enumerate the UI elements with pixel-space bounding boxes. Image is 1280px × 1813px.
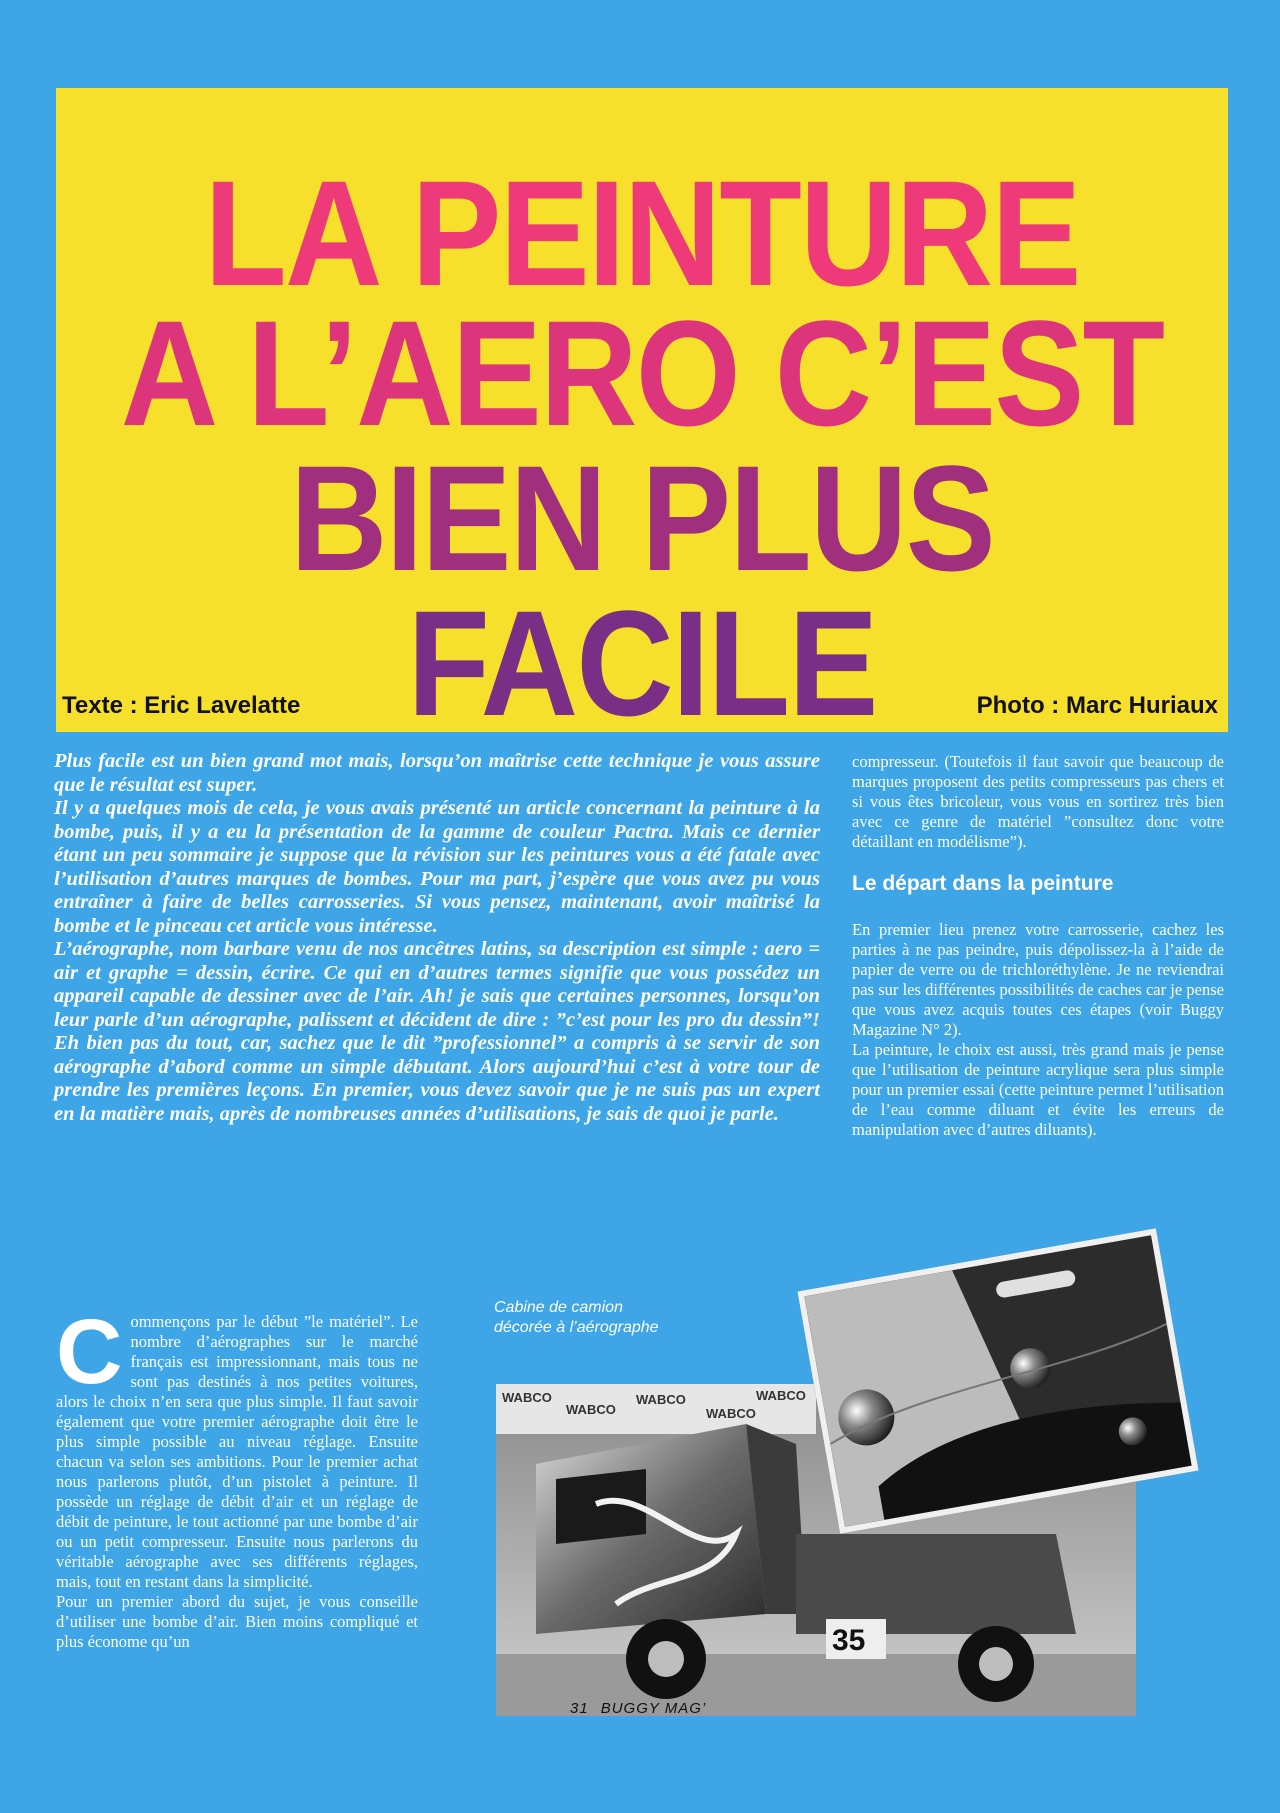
caption-line-2: décorée à l’aérographe (494, 1319, 659, 1336)
wabco-banner-5: WABCO (756, 1388, 806, 1403)
detail-photo (797, 1228, 1198, 1533)
intro-paragraph-1: Plus facile est un bien grand mot mais, lorsqu’on maîtrise cette technique je vous assure que le résultat est super. (54, 750, 820, 796)
title-line-4: FACILE (407, 579, 877, 747)
photo-caption (494, 1298, 754, 1338)
right-paragraph-3: La peinture, le choix est aussi, très grand mais je pense que l’utilisation de peinture acrylique sera plus simple pour un premier essai (cette peinture permet l’utilisation de l’eau comme diluant et évite les erreurs de manipulation avec d’autres diluants). (852, 1040, 1224, 1139)
title-line-2: A L’AERO C’EST (120, 289, 1164, 457)
photo-credit: Photo : Marc Huriaux (976, 692, 1218, 719)
drop-cap: C (56, 1301, 123, 1403)
author-credit: Texte : Eric Lavelatte (62, 692, 301, 719)
wabco-banner-2: WABCO (566, 1402, 616, 1417)
left-paragraph-1-text: ommençons par le début ”le matériel”. Le nombre d’aérographes sur le marché français est impressionnant, mais tous ne sont pas destinés à nos petites voitures, alors le choix n’en sera que plus simple. Il faut savoir également que votre premier aérographe doit être le plus simple possible au niveau réglage. Ensuite chacun va selon ses ambitions. Pour le premier achat nous parlerons plutôt, d’un pistolet à peinture. Il possède un réglage de débit d’air et un réglage de débit de peinture, le tout actionné par une bombe d’air ou un petit compresseur. Ensuite nous parlerons du véritable aérographe avec ses différents réglages, mais, tout en restant dans la simplicité. (56, 1312, 418, 1591)
right-paragraph-2: En premier lieu prenez votre carrosserie, cachez les parties à ne pas peindre, puis dépolissez-la à l’aide de papier de verre ou de trichloréthylène. Je ne reviendrai pas sur les différentes possibilités de caches car je pense que vous avez acquis toutes ces étapes (voir Buggy Magazine N° 2). (852, 920, 1224, 1039)
page-footer (570, 1700, 718, 1717)
intro-text (54, 750, 820, 1126)
intro-paragraph-3: L’aérographe, nom barbare venu de nos ancêtres latins, sa description est simple : aero = air et graphe = dessin, écrire. Ce qui en d’autres termes signifie que vous possédez un appareil capable de dessiner avec de l’air. Ah! je sais que certaines personnes, lorsqu’on leur parle d’un aérographe, palissent et décident de dire : ”c’est pour les pro du dessin”! Eh bien pas du tout, car, sachez que le dit ”professionnel” a compris à se servir de son aérographe d’abord comme un simple débutant. Alors aujourd’hui c’est à votre tour de prendre les premières leçons. En premier, vous devez savoir que je ne suis pas un expert en la matière mais, après de nombreuses années d’utilisations, je sais de quoi je parle. (54, 938, 820, 1125)
wabco-banner-1: WABCO (502, 1390, 552, 1405)
caption-line-1: Cabine de camion (494, 1299, 623, 1316)
wabco-banner-4: WABCO (706, 1406, 756, 1421)
magazine-name: BUGGY MAG’ (600, 1700, 707, 1717)
title-line-1: LA PEINTURE (204, 149, 1080, 317)
intro-paragraph-2: Il y a quelques mois de cela, je vous avais présenté un article concernant la peinture à la bombe, puis, il y a eu la présentation de la gamme de couleur Pactra. Mais ce dernier étant un peu sommaire je suppose que la révision sur les peintures vous a été fatale avec l’utilisation d’autres marques de bombes. Pour ma part, j’espère que vous avez pu vous entraîner à faire de belles carrosseries. Si vous pensez, maintenant, avoir maîtrisé la bombe et le pinceau cet article vous intéresse. (54, 797, 820, 937)
page-number: 31 (570, 1700, 589, 1717)
right-column (852, 752, 1224, 1140)
left-column (56, 1301, 418, 1652)
wabco-banner-3: WABCO (636, 1392, 686, 1407)
left-paragraph-1 (56, 1301, 418, 1592)
left-paragraph-2: Pour un premier abord du sujet, je vous conseille d’utiliser une bombe d’air. Bien moins compliqué et plus économe qu’un (56, 1592, 418, 1651)
title-line-3: BIEN PLUS (290, 434, 994, 602)
title-box (56, 88, 1228, 747)
truck-number: 35 (832, 1624, 866, 1657)
right-paragraph-1: compresseur. (Toutefois il faut savoir que beaucoup de marques proposent des petits compresseurs pas chers et si vous êtes bricoleur, vous vous en sortirez très bien avec ce genre de matériel ”consultez donc votre détaillant en modélisme”). (852, 752, 1224, 851)
section-heading: Le départ dans la peinture (852, 872, 1114, 895)
